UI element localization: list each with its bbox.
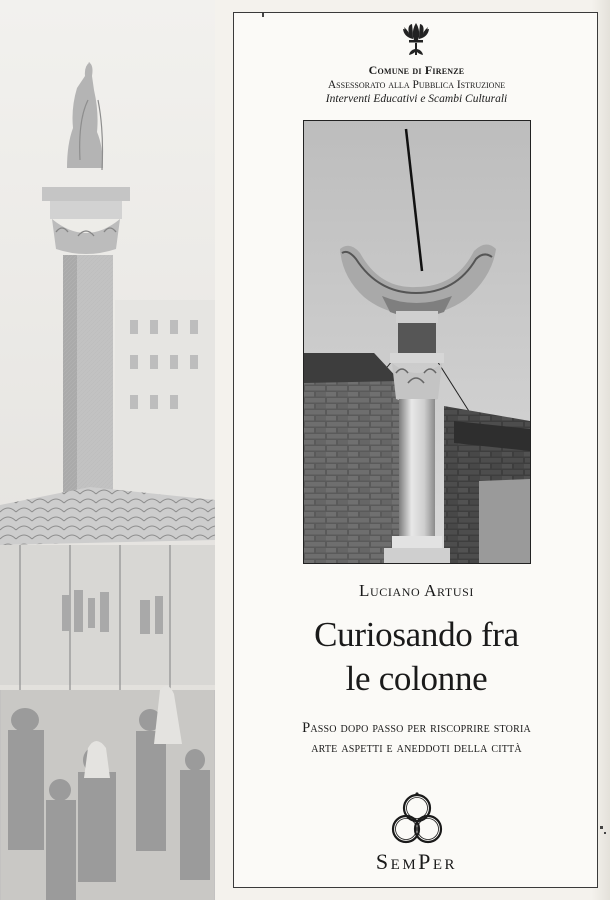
- scan-mark: [604, 832, 606, 834]
- subtitle-line-2: arte aspetti e aneddoti della città: [311, 740, 522, 756]
- book-cover: [233, 12, 598, 888]
- subtitle-line-1: Passo dopo passo per riscoprire storia: [302, 720, 531, 736]
- scan-mark: [262, 13, 264, 17]
- sundial-photo-svg: [304, 121, 530, 563]
- issuer-line-3: Interventi Educativi e Scambi Culturali: [325, 93, 508, 105]
- title-line-2: le colonne: [345, 659, 488, 698]
- book-title: [234, 613, 599, 701]
- scan-mark: [600, 826, 603, 829]
- engraving-svg: [0, 0, 215, 900]
- interlaced-rings-logo: [386, 791, 448, 849]
- title-line-1: Curiosando fra: [314, 615, 519, 654]
- author-name: Luciano Artusi: [359, 581, 474, 600]
- cover-photo-sundial-column: [303, 120, 531, 564]
- book-subtitle: [234, 718, 599, 758]
- engraving-illustration: [0, 0, 215, 900]
- issuer-line-1: Comune di Firenze: [368, 63, 465, 77]
- florentine-lily-icon: [400, 19, 432, 59]
- issuer-header: [234, 63, 599, 106]
- issuer-line-2: Assessorato alla Pubblica Istruzione: [327, 79, 506, 91]
- publisher-name: SemPer: [375, 849, 458, 874]
